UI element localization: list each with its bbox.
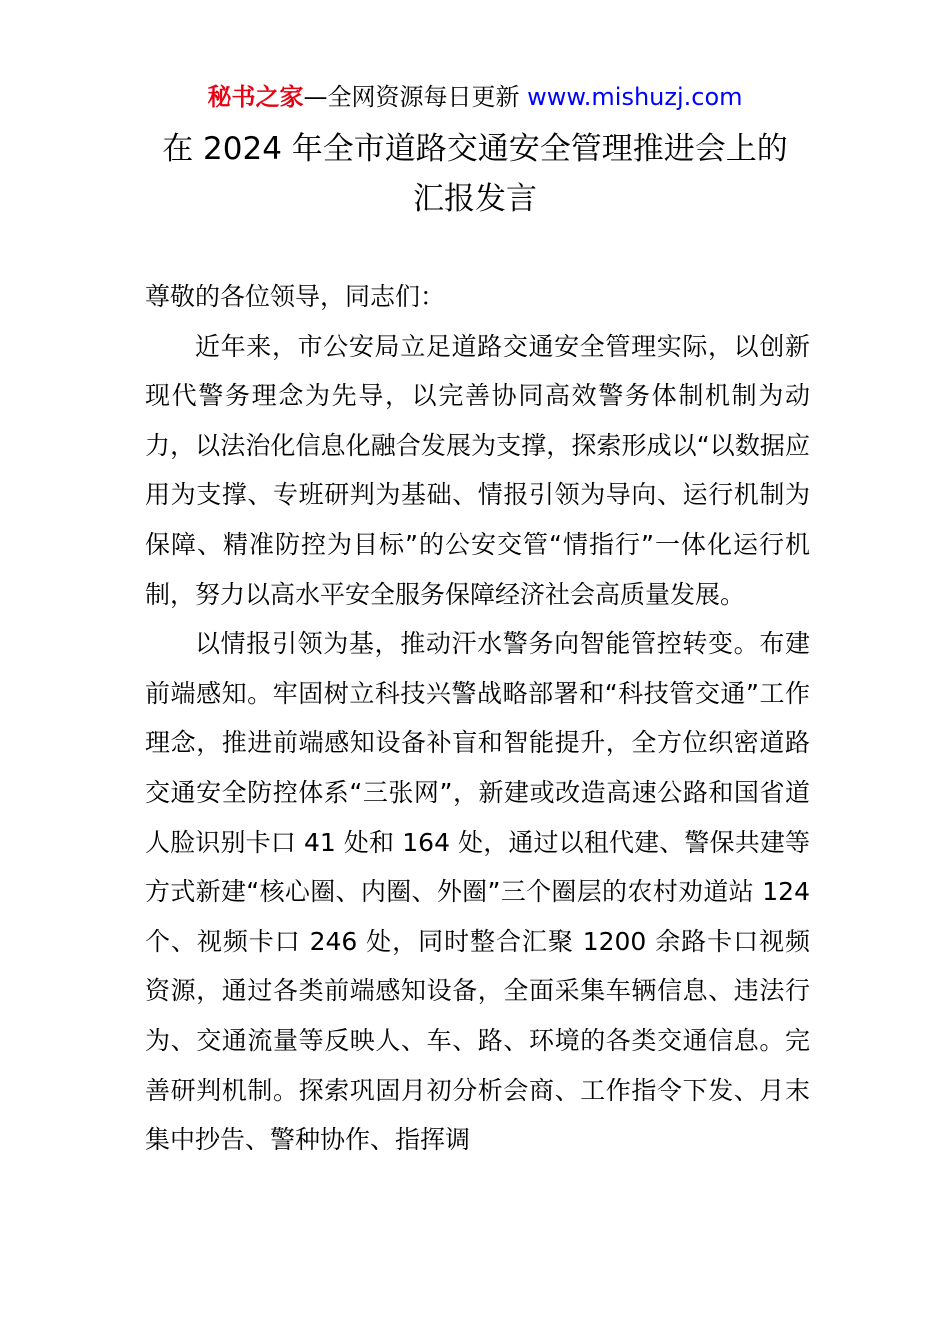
- brand-name: 秘书之家: [207, 83, 304, 111]
- paragraph-1: 近年来，市公安局立足道路交通安全管理实际，以创新现代警务理念为先导，以完善协同高效警务体制机制为动力，以法治化信息化融合发展为支撑，探索形成以“以数据应用为支撑、专班研判为基础、情报引领为导向、运行机制为保障、精准防控为目标”的公安交管“情指行”一体化运行机制，努力以高水平安全服务保障经济社会高质量发展。: [145, 331, 810, 609]
- document-title: [0, 124, 950, 224]
- site-url-link[interactable]: www.mishuzj.com: [527, 83, 743, 111]
- document-title-line-1: 在 2024 年全市道路交通安全管理推进会上的: [162, 131, 788, 167]
- header-tagline: —全网资源每日更新: [303, 83, 528, 111]
- site-header: [0, 80, 950, 114]
- paragraph-2: 以情报引领为基，推动汗水警务向智能管控转变。布建前端感知。牢固树立科技兴警战略部署和“科技管交通”工作理念，推进前端感知设备补盲和智能提升，全方位织密道路交通安全防控体系“三张网”，新建或改造高速公路和国省道人脸识别卡口 41 处和 164 处，通过以租代建、警保共建等方式新建“核心圈、内圈、外圈”三个圈层的农村劝道站 124 个、视频卡口 246 处，同时整合汇聚 1200 余路卡口视频资源，通过各类前端感知设备，全面采集车辆信息、违法行为、交通流量等反映人、车、路、环境的各类交通信息。完善研判机制。探索巩固月初分析会商、工作指令下发、月末集中抄告、警种协作、指挥调: [145, 629, 810, 1155]
- document-body: [145, 272, 810, 1165]
- salutation: 尊敬的各位领导，同志们：: [145, 282, 446, 311]
- document-title-line-2: 汇报发言: [413, 181, 537, 217]
